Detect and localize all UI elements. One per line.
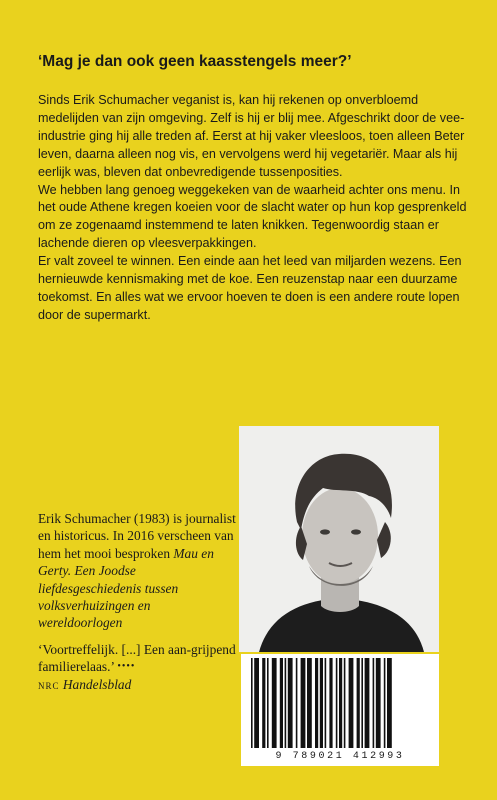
barcode-bar (272, 658, 277, 748)
barcode-bar (320, 658, 323, 748)
quote-source-prefix: NRC (38, 680, 60, 691)
barcode-bar (325, 658, 327, 748)
blurb-paragraph: We hebben lang genoeg weggekeken van de waarheid achter ons menu. In het oude Athene kregen koeien voor de slacht water op hun kop gesprenkeld om ze zogenaamd instemmend te laten knikken. Tegenwoordig staan er lachende dieren op vleesverpakkingen. (38, 182, 467, 251)
barcode-bar (296, 658, 298, 748)
rating-stars: •••• (117, 661, 136, 673)
barcode-bar (254, 658, 259, 748)
isbn-number: 9 789021 412993 (275, 751, 405, 762)
blurb-paragraph: Er valt zoveel te winnen. Een einde aan het leed van miljarden wezens. Een hernieuwde kennismaking met de koe. Een reuzenstap naar een duurzame toekomst. En alles wat we ervoor hoeven te doen is een andere route lopen door de supermarkt. (38, 254, 462, 322)
barcode-bar (301, 658, 306, 748)
barcode-bar (344, 658, 346, 748)
barcode-bar (339, 658, 342, 748)
barcode-bar (288, 658, 293, 748)
barcode-bar (262, 658, 265, 748)
bio-book-title: Mau en Gerty. Een Joodse liefdesgeschiedenis tussen volksverhuizingen en wereldoorlogen (38, 545, 214, 631)
blurb (38, 92, 478, 325)
barcode-bar (280, 658, 283, 748)
barcode-bar (315, 658, 318, 748)
author-bio (38, 510, 238, 632)
barcode-bar (376, 658, 381, 748)
barcode-bar (267, 658, 269, 748)
barcode-bar (285, 658, 287, 748)
barcode-bar (373, 658, 375, 748)
portrait-illustration (239, 426, 439, 652)
barcode-bar (336, 658, 338, 748)
barcode-icon (241, 654, 439, 750)
bio-text: Erik Schumacher (1983) is journalist en historicus. In 2016 verscheen van hem het mooi besproken (38, 511, 236, 561)
barcode-bar (307, 658, 312, 748)
barcode-bar (329, 658, 332, 748)
barcode-bar (357, 658, 360, 748)
quote-text: ‘Voortreffelijk. [...] Een aan-grijpend familierelaas.’ (38, 642, 236, 675)
barcode-bar (361, 658, 363, 748)
review-quote (38, 641, 238, 695)
barcode-bar (349, 658, 354, 748)
barcode-bar (251, 658, 253, 748)
author-portrait-photo (239, 426, 439, 652)
headline: ‘Mag je dan ook geen kaasstengels meer?’ (38, 53, 352, 70)
quote-source-name: Handelsblad (62, 676, 132, 692)
blurb-paragraph: Sinds Erik Schumacher veganist is, kan hij rekenen op onverbloemd medelijden van zijn omgeving. Zelf is hij er blij mee. Afgeschrikt door de vee-industrie ging hij alle treden af. Eerst at hij vaker vleesloos, toen alleen Beter leven, daarna alleen nog vis, en vervolgens werd hij vegetariër. Maar als hij eerlijk was, bleven dat onbevredigende tussenposities. (38, 93, 465, 179)
isbn-barcode (241, 654, 439, 766)
barcode-bar (365, 658, 370, 748)
barcode-bar (387, 658, 392, 748)
barcode-bar (384, 658, 386, 748)
